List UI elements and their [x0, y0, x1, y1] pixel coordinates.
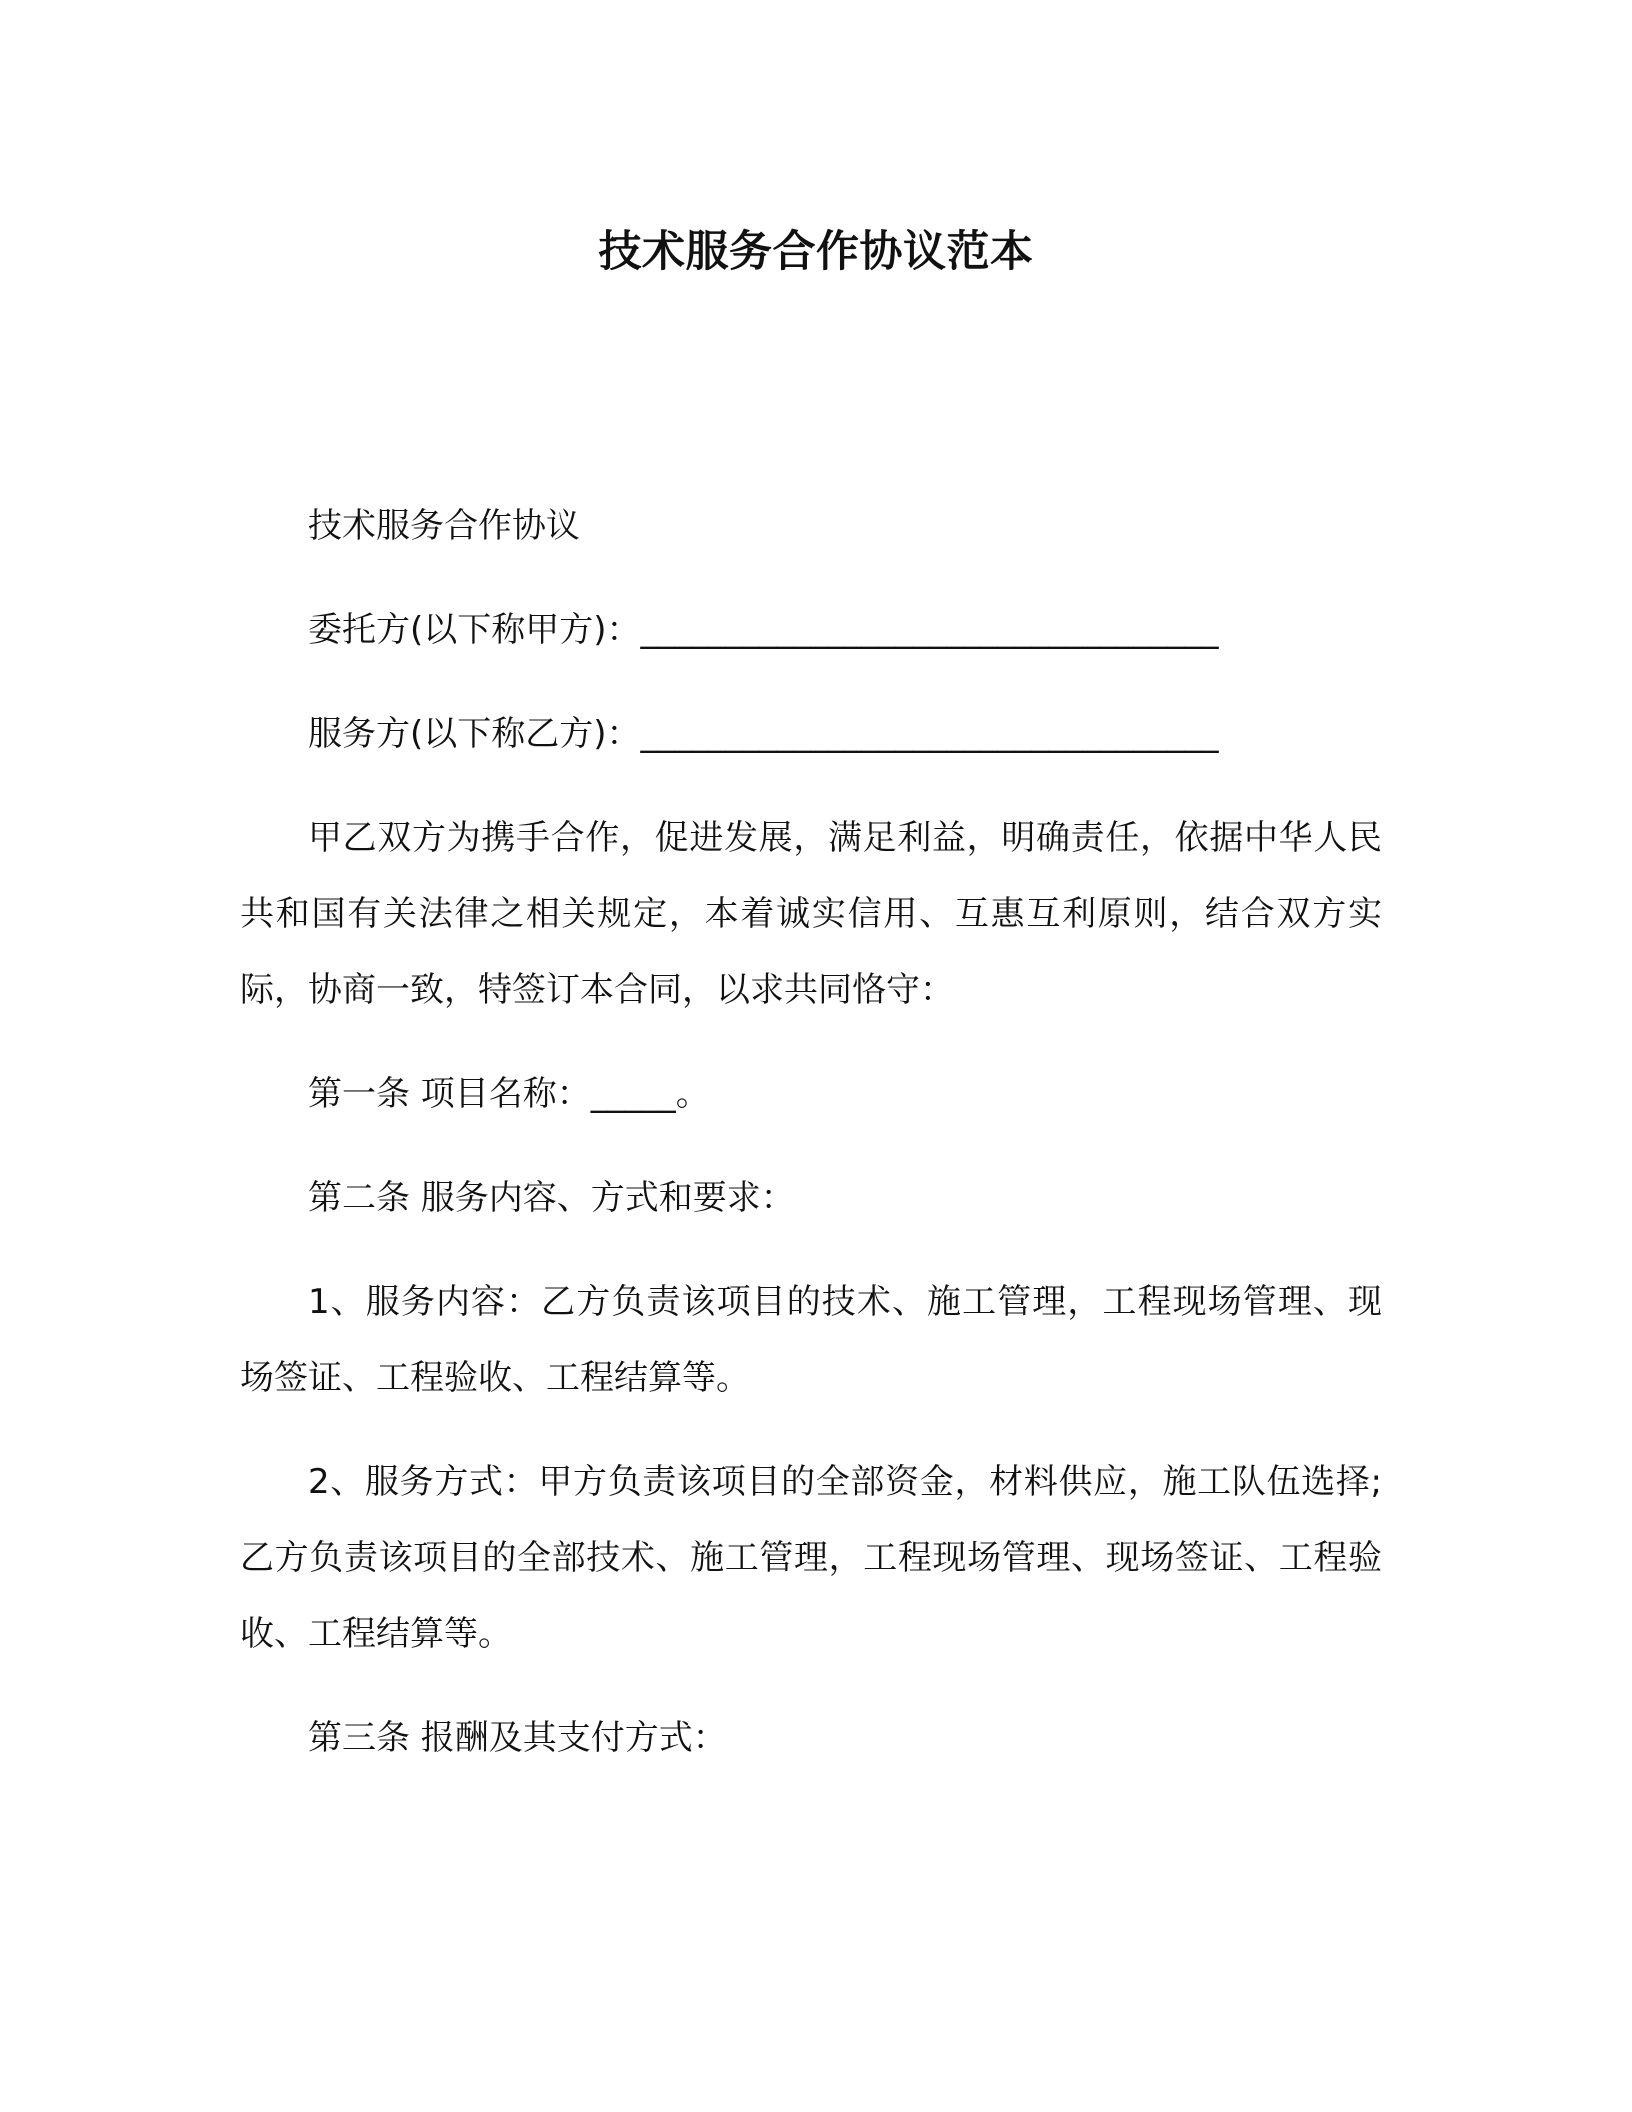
document-body: [240, 488, 1382, 1804]
article-3: 第三条 报酬及其支付方式：: [308, 1718, 727, 1758]
party-a-line: 委托方(以下称甲方)：__________________________________: [308, 610, 1219, 650]
article-2-item-2: 2、服务方式：甲方负责该项目的全部资金，材料供应，施工队伍选择;乙方负责该项目的全部技术、施工管理，工程现场管理、现场签证、工程验收、工程结算等。: [240, 1462, 1382, 1654]
article-1: 第一条 项目名称：_____。: [308, 1074, 710, 1114]
article-2: 第二条 服务内容、方式和要求：: [308, 1178, 795, 1218]
preamble-paragraph: 甲乙双方为携手合作，促进发展，满足利益，明确责任，依据中华人民共和国有关法律之相关规定，本着诚实信用、互惠互利原则，结合双方实际，协商一致，特签订本合同，以求共同恪守：: [240, 818, 1382, 1010]
agreement-subtitle: 技术服务合作协议: [308, 506, 580, 546]
party-b-line: 服务方(以下称乙方)：__________________________________: [308, 714, 1219, 754]
article-2-item-1: 1、服务内容：乙方负责该项目的技术、施工管理，工程现场管理、现场签证、工程验收、工程结算等。: [240, 1282, 1382, 1398]
document-title: 技术服务合作协议范本: [598, 227, 1034, 277]
